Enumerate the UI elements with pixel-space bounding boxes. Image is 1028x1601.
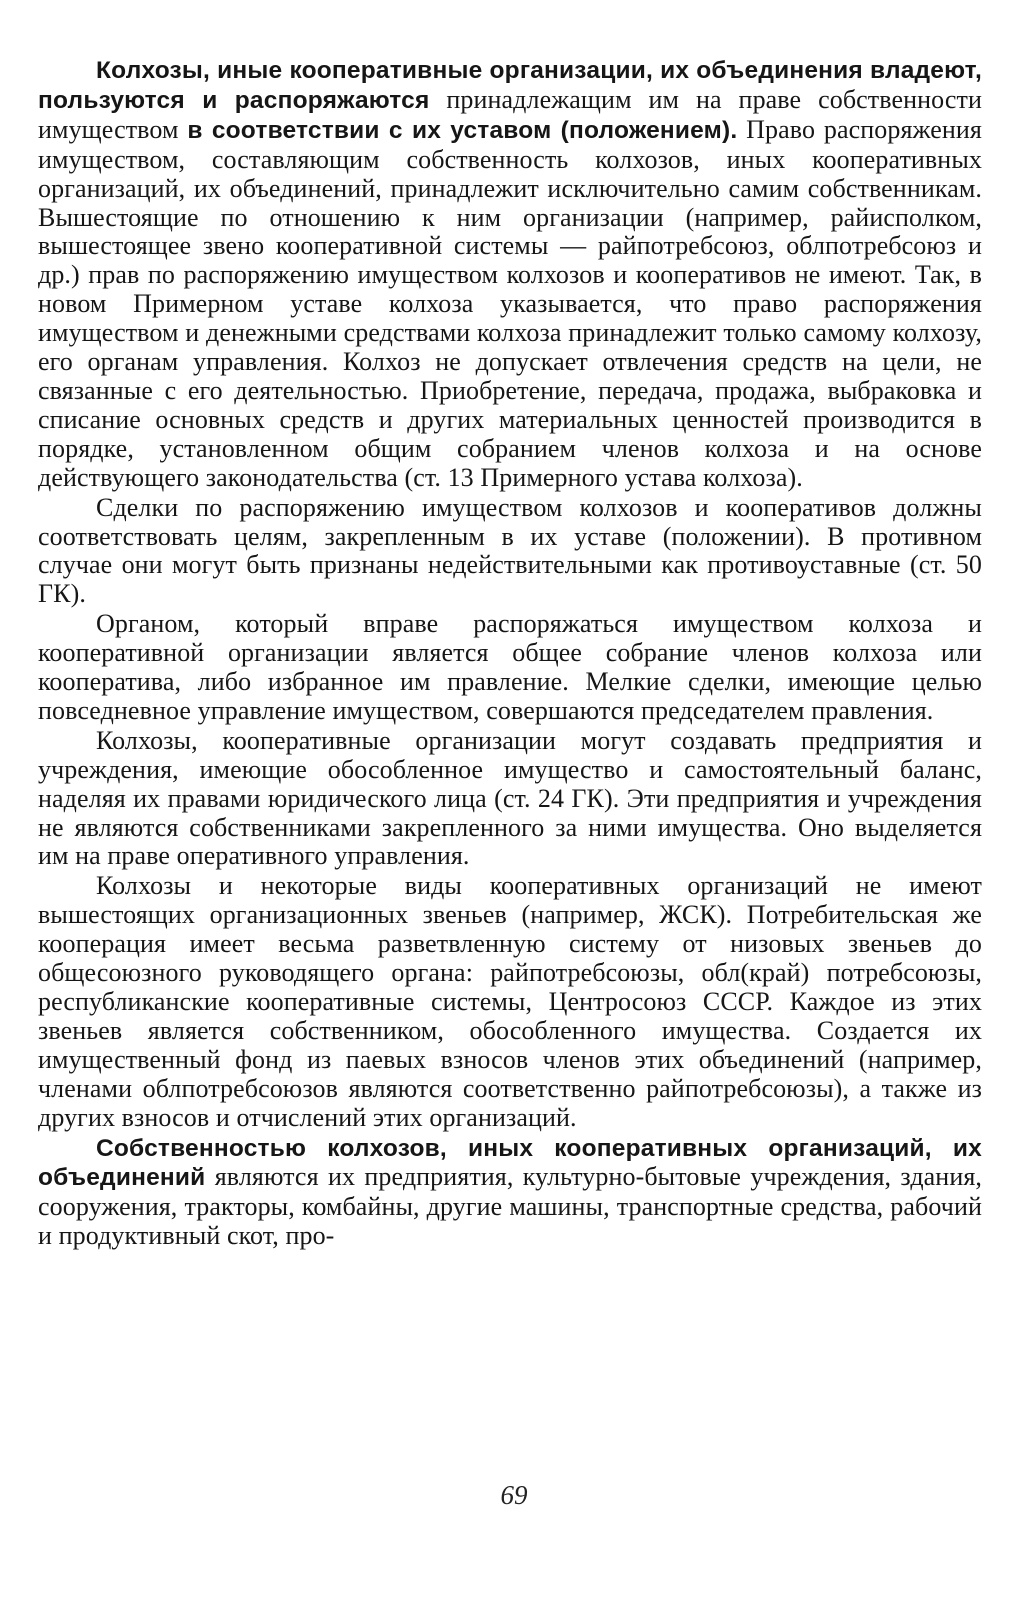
paragraph-1 <box>38 56 982 493</box>
paragraph-2-text: Сделки по распоряжению имуществом колхозов и кооперативов должны соответствовать целям, закрепленным в их уставе (положении). В противном случае они могут быть признаны недействительными как противоуставные (ст. 50 ГК). <box>38 492 982 609</box>
bold-lead-1: Колхозы, иные кооперативные организации, их объединения владеют, пользуются и распоряжаются <box>38 57 982 114</box>
paragraph-5 <box>38 872 982 1132</box>
bold-lead-6: Собственностью колхозов, иных кооперативных организаций, их объединений <box>38 1134 982 1192</box>
paragraph-3 <box>38 610 982 726</box>
paragraph-3-text: Органом, который вправе распоряжаться имуществом колхоза и кооперативной организации является общее собрание членов колхоза или кооператива, либо избранное им правление. Мелкие сделки, имеющие целью повседневное управление имуществом, совершаются председателем правления. <box>38 609 982 725</box>
paragraph-1-text-a: принадлежащим им на праве собственности имуществом <box>38 84 983 144</box>
paragraph-2 <box>38 494 982 610</box>
paragraph-6-text: являются их предприятия, культурно-бытовые учреждения, здания, сооружения, тракторы, комбайны, другие машины, транспортные средства, рабочий и продуктивный скот, про- <box>38 1162 982 1251</box>
paragraph-4 <box>38 727 982 872</box>
page-number: 69 <box>500 1480 528 1510</box>
bold-mid-1: в соответствии с их уставом (положением). <box>187 116 738 144</box>
paragraph-6 <box>38 1134 982 1252</box>
book-page <box>38 56 982 1252</box>
paragraph-5-text: Колхозы и некоторые виды кооперативных организаций не имеют вышестоящих организационных звеньев (например, ЖСК). Потребительская же кооперация имеет весьма разветвленную систему от низовых звеньев до общесоюзного руководящего органа: райпотребсоюзы, обл(край) потребсоюзы, республиканские кооперативные системы, Центросоюз СССР. Каждое из этих звеньев является собственником, обособленного имущества. Создается их имущественный фонд из паевых взносов членов этих объединений (например, членами облпотребсоюзов являются соответственно райпотребсоюзы), а также из других взносов и отчислений этих организаций. <box>38 871 982 1132</box>
paragraph-4-text: Колхозы, кооперативные организации могут создавать предприятия и учреждения, имеющие обособленное имущество и самостоятельный баланс, наделяя их правами юридического лица (ст. 24 ГК). Эти предприятия и учреждения не являются собственниками закрепленного за ними имущества. Оно выделяется им на праве оперативного управления. <box>38 725 982 871</box>
paragraph-1-text-b: Право распоряжения имуществом, составляющим собственность колхозов, иных кооперативных организаций, их объединений, принадлежит исключительно самим собственникам. Вышестоящие по отношению к ним организации (например, райисполком, вышестоящее звено кооперативной системы — райпотребсоюз, облпотребсоюз и др.) прав по распоряжению имуществом колхозов и кооперативов не имеют. Так, в новом Примерном уставе колхоза указывается, что право распоряжения имуществом и денежными средствами колхоза принадлежит только самому колхозу, его органам управления. Колхоз не допускает отвлечения средств на цели, не связанные с его деятельностью. Приобретение, передача, продажа, выбраковка и списание основных средств и других материальных ценностей производится в порядке, установленном общим собранием членов колхоза и на основе действующего законодательства (ст. 13 Примерного устава колхоза). <box>38 114 982 492</box>
